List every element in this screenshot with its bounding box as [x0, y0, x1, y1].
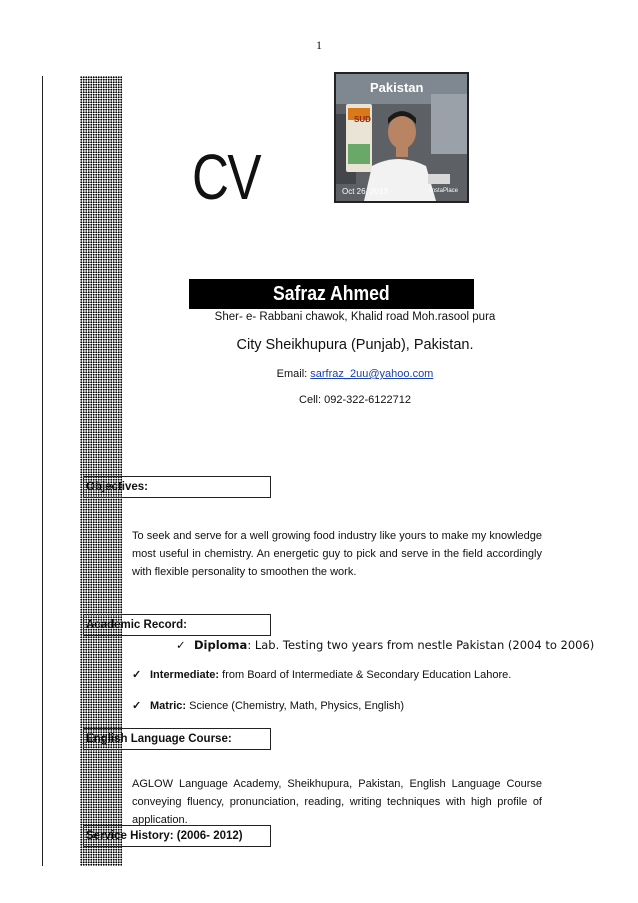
photo-banner: Pakistan: [370, 80, 424, 95]
name-banner: [189, 279, 474, 309]
page-number: 1: [316, 38, 322, 52]
profile-photo: [334, 72, 469, 203]
english-course-heading: English Language Course:: [83, 728, 271, 750]
check-icon: ✓: [176, 638, 186, 652]
photo-date: Oct 26, 2013: [342, 187, 388, 196]
academic-item-text: : Lab. Testing two years from nestle Pakistan (2004 to 2006): [247, 638, 595, 652]
email-label: Email:: [276, 368, 311, 380]
candidate-name: Safraz Ahmed: [273, 283, 390, 305]
photo-tag: InstaPlace: [430, 188, 459, 194]
email-line: [160, 368, 550, 380]
english-course-text: AGLOW Language Academy, Sheikhupura, Pakistan, English Language Course conveying fluency, pronunciation, reading, writing techniques with high profile of application.: [132, 778, 542, 826]
cell-line: Cell: 092-322-6122712: [299, 394, 411, 406]
academic-item-matric: [132, 699, 404, 712]
check-icon: ✓: [132, 700, 142, 712]
academic-heading: Academic Record:: [83, 614, 271, 636]
left-border-line: [42, 76, 43, 866]
cv-title: CV: [192, 141, 260, 213]
academic-item-text: Science (Chemistry, Math, Physics, English): [186, 700, 405, 712]
service-history-heading: Service History: (2006- 2012): [83, 825, 271, 847]
academic-item-label: Diploma: [194, 638, 248, 652]
objectives-heading: Objectives:: [83, 476, 271, 498]
check-icon: ✓: [132, 669, 142, 681]
photo-box-text: SUD: [354, 115, 371, 124]
academic-item-diploma: [176, 638, 594, 652]
address-line-2: City Sheikhupura (Punjab), Pakistan.: [236, 337, 474, 353]
address-line-1: Sher- e- Rabbani chawok, Khalid road Moh.rasool pura: [214, 311, 496, 323]
email-link[interactable]: sarfraz_2uu@yahoo.com: [310, 368, 434, 380]
objectives-text: To seek and serve for a well growing food industry like yours to make my knowledge most useful in chemistry. An energetic guy to pick and serve in the field accordingly with flexible personality to smoothen the work.: [132, 530, 542, 578]
academic-item-label: Matric:: [150, 700, 187, 712]
academic-item-label: Intermediate:: [150, 669, 220, 681]
academic-item-text: from Board of Intermediate & Secondary Education Lahore.: [219, 669, 512, 681]
academic-item-intermediate: [132, 668, 511, 681]
